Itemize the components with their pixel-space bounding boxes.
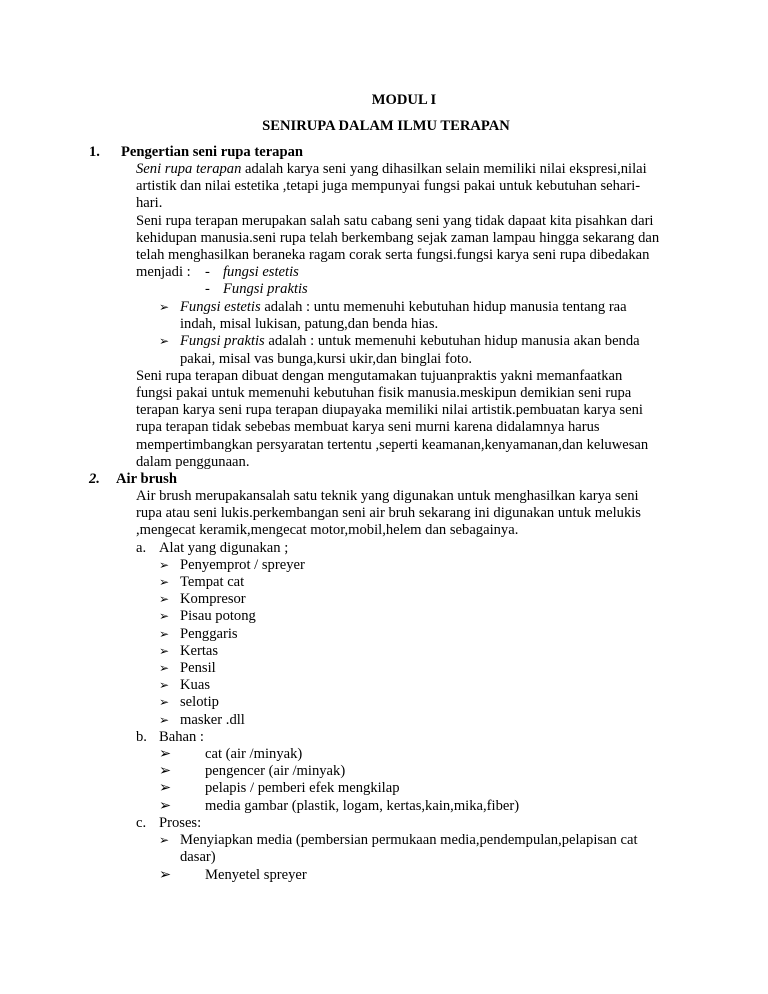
sublist-title: Proses: — [159, 815, 202, 831]
paragraph-line: Seni rupa terapan dibuat dengan mengutamakan tujuanpraktis yakni memanfaatkan — [136, 368, 623, 384]
list-item: media gambar (plastik, logam, kertas,kain,mika,fiber) — [205, 798, 520, 814]
list-item: Menyetel spreyer — [205, 867, 307, 883]
list-item: ➢ Kuas — [159, 677, 210, 693]
list-item-continuation: indah, misal lukisan, patung,dan benda hias. — [180, 316, 439, 332]
sublist-title: Bahan : — [159, 729, 204, 745]
list-item: ➢ masker .dll — [159, 712, 245, 728]
list-item: pelapis / pemberi efek mengkilap — [205, 780, 400, 796]
list-item: ➢ Fungsi estetis adalah : untu memenuhi kebutuhan hidup manusia tentang raa — [159, 299, 627, 315]
paragraph-line: artistik dan nilai estetika ,tetapi juga mempunyai fungsi pakai untuk kebutuhan sehari- — [136, 178, 641, 194]
arrow-bullet-icon: ➢ — [159, 609, 170, 623]
list-item: ➢ Tempat cat — [159, 574, 245, 590]
paragraph-line: hari. — [136, 195, 163, 211]
document-subtitle: SENIRUPA DALAM ILMU TERAPAN — [262, 118, 510, 134]
arrow-bullet-icon: ➢ — [159, 763, 172, 779]
list-item-continuation: pakai, misal vas bunga,kursi ukir,dan binglai foto. — [180, 351, 473, 367]
paragraph-line: mempertimbangkan persyaratan tertentu ,seperti keamanan,kenyamanan,dan keluwesan — [136, 437, 649, 453]
list-item: ➢ Kertas — [159, 643, 219, 659]
arrow-bullet-icon: ➢ — [159, 334, 170, 348]
list-item-continuation: dasar) — [180, 849, 216, 865]
arrow-bullet-icon: ➢ — [159, 780, 172, 796]
paragraph-line: terapan karya seni rupa terapan diupayaka memiliki nilai artistik.pembuatan karya seni — [136, 402, 643, 418]
arrow-bullet-icon: ➢ — [159, 661, 170, 675]
arrow-bullet-icon: ➢ — [159, 575, 170, 589]
section-2-number: 2. — [89, 471, 100, 487]
emphasis-term: Fungsi estetis — [180, 299, 261, 315]
sublist-label: b. — [136, 729, 147, 745]
arrow-bullet-icon: ➢ — [159, 798, 172, 814]
list-item: ➢ Kompresor — [159, 591, 246, 607]
list-item: ➢ Fungsi praktis adalah : untuk memenuhi kebutuhan hidup manusia akan benda — [159, 333, 640, 349]
arrow-bullet-icon: ➢ — [159, 678, 170, 692]
emphasis-term: Seni rupa terapan — [136, 161, 242, 177]
list-item: ➢ Pisau potong — [159, 608, 256, 624]
paragraph-line: Seni rupa terapan adalah karya seni yang dihasilkan selain memiliki nilai ekspresi,nilai — [136, 161, 647, 177]
function-option: - fungsi estetis — [205, 264, 299, 280]
sublist-label: c. — [136, 815, 147, 831]
paragraph-line: Air brush merupakansalah satu teknik yang digunakan untuk menghasilkan karya seni — [136, 488, 639, 504]
arrow-bullet-icon: ➢ — [159, 300, 170, 314]
arrow-bullet-icon: ➢ — [159, 833, 170, 847]
sublist-title: Alat yang digunakan ; — [159, 540, 289, 556]
arrow-bullet-icon: ➢ — [159, 558, 170, 572]
list-item: ➢ Penggaris — [159, 626, 238, 642]
list-item: ➢ Pensil — [159, 660, 216, 676]
list-item: ➢ selotip — [159, 694, 219, 710]
arrow-bullet-icon: ➢ — [159, 746, 172, 762]
arrow-bullet-icon: ➢ — [159, 867, 172, 883]
paragraph-line: kehidupan manusia.seni rupa telah berkembang sejak zaman lampau hingga sekarang dan — [136, 230, 660, 246]
paragraph-line: ,mengecat keramik,mengecat motor,mobil,helem dan sebagainya. — [136, 522, 519, 538]
paragraph-line: rupa terapan tidak sebebas membuat karya seni murni karena didalamnya harus — [136, 419, 600, 435]
arrow-bullet-icon: ➢ — [159, 592, 170, 606]
section-2-heading: Air brush — [116, 471, 177, 487]
document-title: MODUL I — [371, 92, 437, 108]
paragraph-line: Seni rupa terapan merupakan salah satu cabang seni yang tidak dapaat kita pisahkan dari — [136, 213, 654, 229]
paragraph-line: menjadi : — [136, 264, 191, 280]
list-item: pengencer (air /minyak) — [205, 763, 346, 779]
arrow-bullet-icon: ➢ — [159, 627, 170, 641]
function-option: - Fungsi praktis — [205, 281, 308, 297]
list-item: cat (air /minyak) — [205, 746, 303, 762]
list-item: ➢ Menyiapkan media (pembersian permukaan media,pendempulan,pelapisan cat — [159, 832, 638, 848]
section-1-number: 1. — [89, 144, 100, 160]
paragraph-line: rupa atau seni lukis.perkembangan seni air bruh sekarang ini digunakan untuk melukis — [136, 505, 641, 521]
arrow-bullet-icon: ➢ — [159, 695, 170, 709]
arrow-bullet-icon: ➢ — [159, 713, 170, 727]
paragraph-line: fungsi pakai untuk memenuhi kebutuhan fisik manusia.meskipun demikian seni rupa — [136, 385, 632, 401]
section-1-heading: Pengertian seni rupa terapan — [121, 144, 304, 160]
emphasis-term: Fungsi praktis — [180, 333, 265, 349]
paragraph-line: dalam penggunaan. — [136, 454, 250, 470]
paragraph-line: telah menghasilkan beraneka ragam corak serta fungsi.fungsi karya seni rupa dibedakan — [136, 247, 650, 263]
arrow-bullet-icon: ➢ — [159, 644, 170, 658]
sublist-label: a. — [136, 540, 147, 556]
list-item: ➢ Penyemprot / spreyer — [159, 557, 305, 573]
